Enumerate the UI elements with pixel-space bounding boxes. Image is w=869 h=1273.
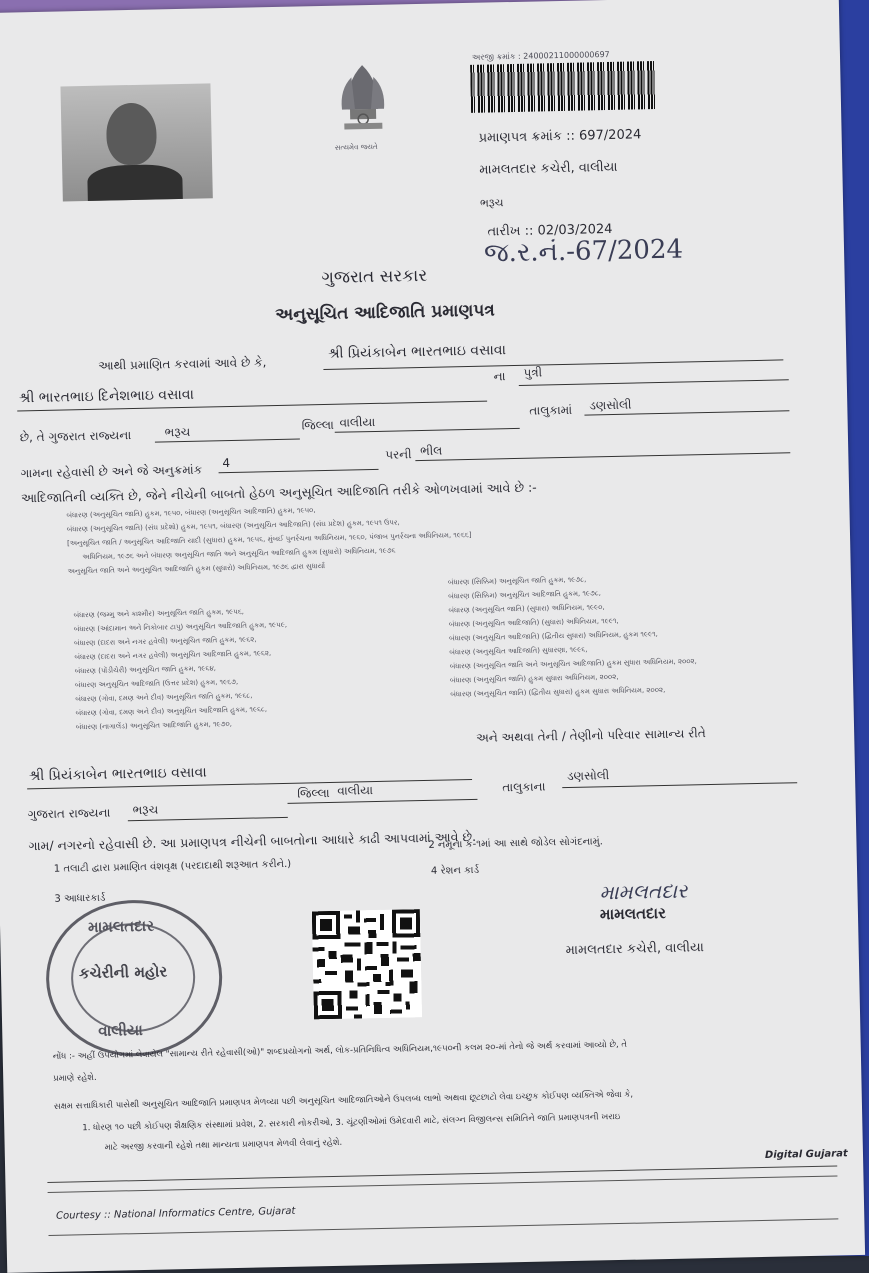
order-line: [અનુસૂચિત જાતિ / અનુસૂચિત આદિજાતિ યાદી (સુધારા) હુકમ, ૧૯૫૬, મુંબઈ પુનર્રચના અધિનિયમ, ૧૯૬૦, પંજાબ પુનર્રચના અધિનિયમ, ૧૯૬૬]: [66, 530, 472, 548]
residence-taluka-suffix: તાલુકાના: [502, 779, 546, 795]
header-office: મામલતદાર કચેરી, વાલીયા: [479, 159, 618, 178]
order-line: બંધારણ (નાગાલેંડ) અનુસૂચિત આદિજાતિ હુકમ, ૧૯૭૦,: [75, 720, 233, 732]
certificate-title: અનુસૂચિત આદિજાતિ પ્રમાણપત્ર: [275, 300, 495, 326]
document-item: 3 આધારકાર્ડ: [54, 892, 106, 905]
recognition-statement: આદિજાતિની વ્યક્તિ છે, જેને નીચેની બાબતો હેઠળ અનુસૂચિત આદિજાતિ તરીકે ઓળખવામાં આવે છે :-: [20, 479, 537, 506]
handwritten-register-number: જ.ર.નં.-67/2024: [483, 234, 684, 269]
order-line: બંધારણ (સિક્કિમ) અનુસૂચિત આદિજાતિ હુકમ, ૧૯૭૮,: [448, 589, 602, 601]
residence-district-label: જિલ્લા: [297, 785, 330, 801]
district-label: જિલ્લા: [301, 417, 335, 433]
residence-taluka: વાલીયા: [337, 783, 374, 798]
body-village: ડણસોલી: [589, 397, 632, 413]
caste-label: પરની: [385, 447, 412, 462]
national-emblem-icon: [327, 56, 399, 152]
note-line: નોંધ :- અહીં ઉપયોગમાં લેવાયેલ "સામાન્ય રીતે રહેવાસી(ઓ)" શબ્દપ્રયોગનો અર્થ, લોક-પ્રતિનિધિત્વ અધિનિયમ,૧૯૫૦ની કલમ ૨૦-માં તેનો જે અર્થ કરવામાં આવ્યો છે, તે: [52, 1039, 628, 1062]
orders-right: [448, 573, 698, 699]
document-item: 1 તલાટી દ્વારા પ્રમાણિત વંશવૃક્ષ (પરદાદાથી શરૂઆત કરીને.): [53, 858, 292, 875]
courtesy-text: Courtesy :: National Informatics Centre, Gujarat: [55, 1205, 296, 1222]
applicant-photo: [60, 83, 212, 201]
orders-left: [73, 607, 289, 732]
seal-bottom-text: વાલીયા: [98, 1020, 144, 1040]
order-line: બંધારણ (દાદરા અને નગર હવેલી) અનુસૂચિત આદિજાતિ હુકમ, ૧૯૬૨,: [74, 649, 272, 662]
government-title: ગુજરાત સરકાર: [321, 265, 428, 289]
seal-middle-text: કચેરીની મહોર: [78, 962, 168, 983]
order-line: અધિનિયમ, ૧૯૭૬ અને બંધારણ અનુસૂચિત જાતિ અને અનુસૂચિત આદિજાતિ હુકમ (સુધારો) અધિનિયમ, ૧૯૭૬: [82, 546, 396, 562]
order-line: બંધારણ (જમ્મુ અને કાશ્મીર) અનુસૂચિત જાતિ હુકમ, ૧૯૫૬,: [73, 607, 245, 620]
order-line: બંધારણ (આંદામાન અને નિકોબાર ટાપુ) અનુસૂચિત આદિજાતિ હુકમ, ૧૯૫૯,: [73, 620, 288, 634]
relation: પુત્રી: [523, 365, 543, 380]
seal-top-text: મામલતદાર: [87, 916, 155, 937]
caste: ભીલ: [420, 443, 443, 459]
qr-code: [312, 909, 422, 1019]
emblem-caption: સત્યમેવ જયતે: [334, 142, 378, 152]
serial-number: 4: [222, 456, 231, 471]
application-number: અરજી ક્રમાંક : 24000211000000697: [471, 49, 610, 62]
relation-prefix: ના: [493, 369, 506, 384]
orders-top: [66, 503, 472, 576]
residence-state-prefix: ગુજરાત રાજ્યના: [27, 805, 111, 822]
applicant-name: શ્રી પ્રિયંકાબેન ભારતભાઇ વસાવા: [327, 342, 507, 362]
body-district: ભરૂચ: [164, 424, 191, 440]
order-line: બંધારણ (અનુસૂચિત જાતિ) (દ્વિતીય સુધારા) હુકમ સુધારા અધિનિયમ, ૨૦૦૨,: [450, 685, 666, 699]
note-line: પ્રમાણે રહેશે.: [53, 1072, 97, 1084]
certificate-date: તારીખ :: 02/03/2024: [487, 221, 613, 240]
note-line: 1. ધોરણ ૧૦ પછી કોઈપણ શૈક્ષણિક સંસ્થામાં પ્રવેશ, 2. સરકારી નોકરીઓ, 3. ચૂંટણીઓમાં ઉમેદવારી માટે, સંલગ્ન વિજીલન્સ સમિતિને જાતિ પ્રમાણપત્રની ખરાઇ: [82, 1111, 621, 1134]
order-line: બંધારણ (અનુસૂચિત આદિજાતિ) સુધારણા, ૧૯૯૬,: [449, 645, 588, 657]
residence-village: ડણસોલી: [566, 768, 610, 784]
order-line: બંધારણ (દાદરા અને નગર હવેલી) અનુસૂચિત જાતિ હુકમ, ૧૯૬૨,: [74, 635, 257, 648]
footer-box: [48, 1175, 839, 1236]
document-item: 2 નમૂના ક-૧માં આ સાથે જોડેલ સોગંદનામું.: [428, 836, 604, 851]
barcode: [470, 61, 656, 113]
order-line: બંધારણ (સિક્કિમ) અનુસૂચિત જાતિ હુકમ, ૧૯૭૮,: [447, 575, 587, 587]
order-line: બંધારણ (અનુસૂચિત જાતિ અને અનુસૂચિત આદિજાતિ) હુકમ સુધારા અધિનિયમ, ૨૦૦૨,: [449, 657, 697, 671]
order-line: બંધારણ (અનુસૂચિત જાતિ) હુકમ સુધારા અધિનિયમ, ૨૦૦૨,: [449, 672, 619, 685]
document-item: 4 રેશન કાર્ડ: [430, 864, 480, 877]
signature: મામલતદાર: [599, 878, 688, 905]
certify-prefix: આથી પ્રમાણિત કરવામાં આવે છે કે,: [98, 355, 267, 373]
order-line: બંધારણ (અનુસૂચિત આદિજાતિ) (સુધારા) અધિનિયમ, ૧૯૯૧,: [448, 616, 619, 629]
order-line: બંધારણ (અનુસૂચિત આદિજાતિ) (દ્વિતીય સુધારા) અધિનિયમ, હુકમ ૧૯૯૧,: [449, 630, 658, 643]
header-district: ભરૂચ: [479, 196, 504, 210]
office-seal: [45, 898, 224, 1058]
residence-district: ભરૂચ: [132, 802, 159, 818]
state-prefix: છે, તે ગુજરાત રાજ્યના: [19, 428, 132, 445]
serial-text: ગામના રહેવાસી છે અને જે અનુક્રમાંક: [20, 462, 203, 481]
order-line: બંધારણ (અનુસૂચિત જાતિ) (સંઘ પ્રદેશો) હુકમ, ૧૯૫૧, બંધારણ (અનુસૂચિત આદિજાતિ) (સંઘ પ્રદેશ) હુકમ, ૧૯૫૧ ઉપર,: [66, 518, 400, 534]
signatory-designation: મામલતદાર: [599, 903, 667, 924]
digital-gujarat-brand: Digital Gujarat: [764, 1148, 848, 1161]
certificate-number: પ્રમાણપત્ર ક્રમાંક :: 697/2024: [478, 127, 642, 146]
order-line: બંધારણ (પોંડીચેરી) અનુસૂચિત જાતિ હુકમ, ૧૯૬૪,: [74, 664, 217, 676]
note-line: માટે અરજી કરવાની રહેશે તથા માન્યતા પ્રમાણપત્ર મેળવી લેવાનું રહેશે.: [104, 1137, 343, 1153]
residence-name: શ્રી પ્રિયંકાબેન ભારતભાઇ વસાવા: [28, 764, 207, 785]
note-line: સક્ષમ સત્તાધિકારી પાસેથી અનુસૂચિત આદિજાતિ પ્રમાણપત્ર મેળવ્યા પછી અનુસૂચિત આદિજાતિઓને ઉપલબ્ધ લાભો અથવા છૂટછાટો લેવા ઇચ્છુક કોઈપણ વ્યક્તિએ જેવા કે,: [53, 1089, 634, 1112]
order-line: બંધારણ (ગોવા, દમણ અને દીવ) અનુસૂચિત જાતિ હુકમ, ૧૯૬૮,: [75, 691, 253, 704]
order-line: અનુસૂચિત જાતિ અને અનુસૂચિત આદિજાતિ હુકમ (સુધારો) અધિનિયમ, ૧૯૭૬ દ્વારા સુધાર્યા: [67, 562, 326, 576]
order-line: બંધારણ (અનુસૂચિત જાતિ) હુકમ, ૧૯૫૦, બંધારણ (અનુસૂચિત આદિજાતિ) હુકમ, ૧૯૫૦,: [66, 506, 316, 520]
signatory-office: મામલતદાર કચેરી, વાલીયા: [565, 940, 705, 959]
order-line: બંધારણ અનુસૂચિત આદિજાતિ (ઉત્તર પ્રદેશ) હુકમ, ૧૯૬૭,: [74, 677, 239, 690]
body-taluka: વાલીયા: [339, 414, 376, 430]
basis-statement: ગામ/ નગરનો રહેવાસી છે. આ પ્રમાણપત્ર નીચેની બાબતોના આધારે કાઢી આપવામાં આવે છે.: [28, 828, 477, 854]
order-line: બંધારણ (ગોવા, દમણ અને દીવ) અનુસૂચિત આદિજાતિ હુકમ, ૧૯૬૮,: [75, 705, 268, 718]
father-name: શ્રી ભારતભાઇ દિનેશભાઇ વસાવા: [18, 386, 195, 407]
order-line: બંધારણ (અનુસૂચિત જાતિ) (સુધારા) અધિનિયમ, ૧૯૯૦,: [448, 603, 605, 615]
family-text: અને અથવા તેની / તેણીનો પરિવાર સામાન્ય રીતે: [476, 726, 706, 745]
taluka-label: તાલુકામાં: [529, 402, 573, 418]
